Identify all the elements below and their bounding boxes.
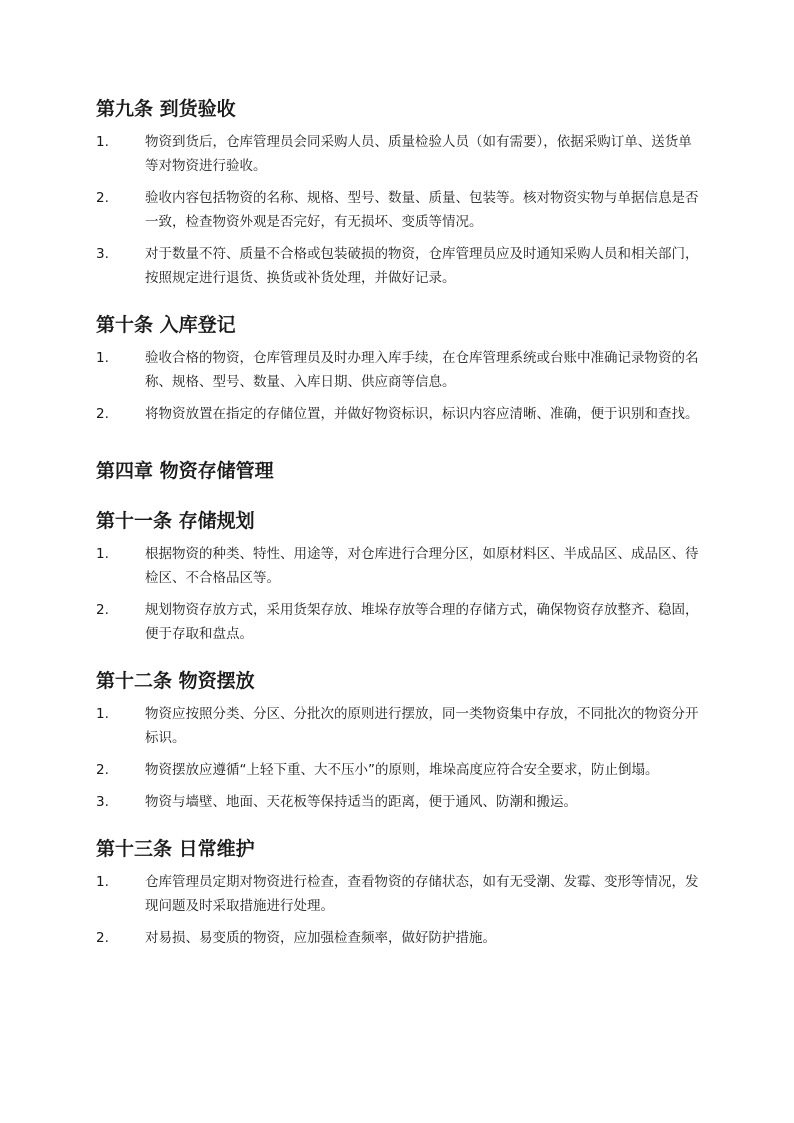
list-item-text: 将物资放置在指定的存储位置，并做好物资标识，标识内容应清晰、准确，便于识别和查找。 <box>145 406 699 422</box>
list-item <box>96 346 700 394</box>
list-item <box>96 926 700 950</box>
list-item <box>96 870 700 918</box>
chapter-4-title: 第四章 物资存储管理 <box>96 460 274 482</box>
list-item-number: 2. <box>96 762 109 778</box>
list-item-text: 对于数量不符、质量不合格或包装破损的物资，仓库管理员应及时通知采购人员和相关部门，按照规定进行退货、换货或补货处理，并做好记录。 <box>145 246 699 286</box>
list-item-number: 1. <box>96 134 109 150</box>
article-10-title: 第十条 入库登记 <box>96 314 236 336</box>
list-item <box>96 542 700 590</box>
list-item <box>96 790 700 814</box>
list-item-number: 3. <box>96 794 109 810</box>
list-item-number: 2. <box>96 602 109 618</box>
list-item-text: 根据物资的种类、特性、用途等，对仓库进行合理分区，如原材料区、半成品区、成品区、待检区、不合格品区等。 <box>145 546 699 586</box>
article-9-list <box>96 130 700 290</box>
list-item <box>96 186 700 234</box>
list-item <box>96 598 700 646</box>
article-13-list <box>96 870 700 950</box>
article-12-list <box>96 702 700 814</box>
list-item <box>96 130 700 178</box>
list-item-text: 物资到货后，仓库管理员会同采购人员、质量检验人员（如有需要），依据采购订单、送货单等对物资进行验收。 <box>145 134 692 174</box>
list-item-number: 2. <box>96 190 109 206</box>
list-item-text: 验收合格的物资，仓库管理员及时办理入库手续，在仓库管理系统或台账中准确记录物资的名称、规格、型号、数量、入库日期、供应商等信息。 <box>145 350 699 390</box>
article-10-list <box>96 346 700 426</box>
article-12-title: 第十二条 物资摆放 <box>96 670 255 692</box>
list-item-text: 对易损、易变质的物资，应加强检查频率，做好防护措施。 <box>145 930 496 946</box>
list-item-number: 3. <box>96 246 109 262</box>
list-item-number: 1. <box>96 350 109 366</box>
list-item-text: 物资应按照分类、分区、分批次的原则进行摆放，同一类物资集中存放，不同批次的物资分开标识。 <box>145 706 699 746</box>
list-item-number: 1. <box>96 706 109 722</box>
list-item-number: 2. <box>96 930 109 946</box>
list-item-text: 验收内容包括物资的名称、规格、型号、数量、质量、包装等。核对物资实物与单据信息是否一致，检查物资外观是否完好，有无损坏、变质等情况。 <box>145 190 699 230</box>
list-item-number: 2. <box>96 406 109 422</box>
list-item <box>96 402 700 426</box>
article-11-list <box>96 542 700 646</box>
list-item-text: 物资摆放应遵循“上轻下重、大不压小”的原则，堆垛高度应符合安全要求，防止倒塌。 <box>145 762 659 778</box>
article-13-title: 第十三条 日常维护 <box>96 838 255 860</box>
list-item-text: 物资与墙壁、地面、天花板等保持适当的距离，便于通风、防潮和搬运。 <box>145 794 577 810</box>
article-11-title: 第十一条 存储规划 <box>96 510 255 532</box>
list-item <box>96 758 700 782</box>
list-item-number: 1. <box>96 874 109 890</box>
list-item-text: 规划物资存放方式，采用货架存放、堆垛存放等合理的存储方式，确保物资存放整齐、稳固，便于存取和盘点。 <box>145 602 699 642</box>
article-9-title: 第九条 到货验收 <box>96 98 236 120</box>
list-item-number: 1. <box>96 546 109 562</box>
list-item <box>96 242 700 290</box>
list-item <box>96 702 700 750</box>
list-item-text: 仓库管理员定期对物资进行检查，查看物资的存储状态，如有无受潮、发霉、变形等情况，发现问题及时采取措施进行处理。 <box>145 874 699 914</box>
